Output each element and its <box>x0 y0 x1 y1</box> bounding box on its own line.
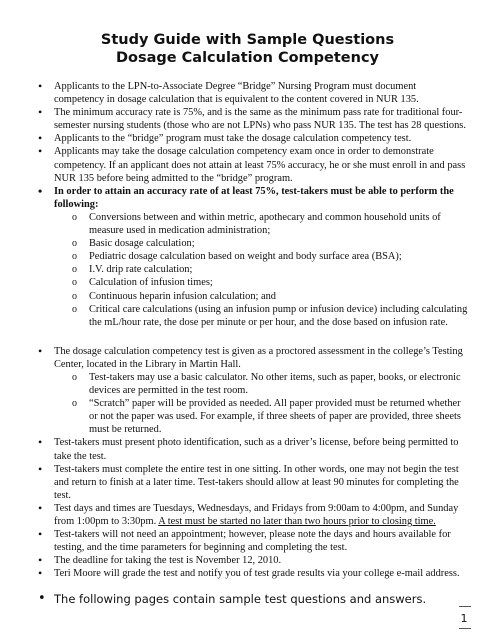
sub-list <box>54 211 468 329</box>
sub-item: o Test-takers may use a basic calculator. No other items, such as paper, books, or electronic devices are permitted in the test room. <box>72 371 468 397</box>
testing-center-text: The dosage calculation competency test is given as a proctored assessment in the college’s Testing Center, located in the Library in Martin Hall. <box>54 345 463 370</box>
page-number-rule-top <box>459 606 471 607</box>
page-number-rule-bottom <box>459 628 471 629</box>
footer-note: • The following pages contain sample test questions and answers. <box>38 592 484 606</box>
sub-item: o Critical care calculations (using an infusion pump or infusion device) including calculating the mL/hour rate, the dose per minute or per hour, and the dose based on infusion rate. <box>72 303 468 329</box>
test-days-underlined: A test must be started no later than two hours prior to closing time. <box>158 516 436 527</box>
bullet-item: • Test-takers must present photo identification, such as a driver’s license, before being permitted to take the test. <box>38 436 468 462</box>
bullet-item: • Applicants to the LPN-to-Associate Degree “Bridge” Nursing Program must document competency in dosage calculation that is equivalent to the content covered in NUR 135. <box>38 80 468 106</box>
document-subtitle: Dosage Calculation Competency <box>115 50 380 66</box>
sub-item: o Conversions between and within metric, apothecary and common household units of measure used in medication administration; <box>72 211 468 237</box>
sub-item: o Basic dosage calculation; <box>72 237 468 250</box>
requirements-heading: In order to attain an accuracy rate of at least 75%, test-takers must be able to perform the following: <box>54 185 454 210</box>
page-number: 1 <box>460 612 468 625</box>
bullet-item: • Teri Moore will grade the test and notify you of test grade results via your college e-mail address. <box>38 567 468 580</box>
sub-item: o “Scratch” paper will be provided as needed. All paper provided must be returned whether or not the paper was used. For example, if three sheets of paper are provided, three sheets must be returned. <box>72 397 468 436</box>
bullet-list <box>38 80 468 329</box>
bullet-item: • Applicants to the “bridge” program must take the dosage calculation competency test. <box>38 132 468 145</box>
bullet-item: • Test-takers must complete the entire test in one sitting. In other words, one may not begin the test and return to finish at a later time. Test-takers should allow at least 90 minutes for completing the test. <box>38 463 468 502</box>
bullet-list-testing <box>38 345 468 581</box>
sub-list <box>54 371 468 436</box>
bullet-item-test-days <box>38 502 468 528</box>
test-days-text: Test days and times are Tuesdays, Wednesdays, and Fridays from 9:00am to 4:00pm, and Sunday from 1:00pm to 3:30pm. <box>54 502 459 527</box>
bullet-item-requirements <box>38 185 468 329</box>
sub-item: o Pediatric dosage calculation based on weight and body surface area (BSA); <box>72 250 468 263</box>
sub-item: o I.V. drip rate calculation; <box>72 263 468 276</box>
bullet-item: • The deadline for taking the test is November 12, 2010. <box>38 554 468 567</box>
bullet-item: • Applicants may take the dosage calculation competency exam once in order to demonstrate competency. If an applicant does not attain at least 75% accuracy, he or she must enroll in and pass NUR 135 before being admitted to the “bridge” program. <box>38 145 468 184</box>
bullet-item-testing-center <box>38 345 468 437</box>
bullet-item: • Test-takers will not need an appointment; however, please note the days and hours available for testing, and the time parameters for beginning and completing the test. <box>38 528 468 554</box>
document-body <box>38 80 468 580</box>
sub-item: o Calculation of infusion times; <box>72 276 468 289</box>
sub-item: o Continuous heparin infusion calculation; and <box>72 290 468 303</box>
document-title: Study Guide with Sample Questions <box>100 32 395 48</box>
bullet-item: • The minimum accuracy rate is 75%, and is the same as the minimum pass rate for traditional four-semester nursing students (those who are not LPNs) who pass NUR 135. The test has 28 questions. <box>38 106 468 132</box>
